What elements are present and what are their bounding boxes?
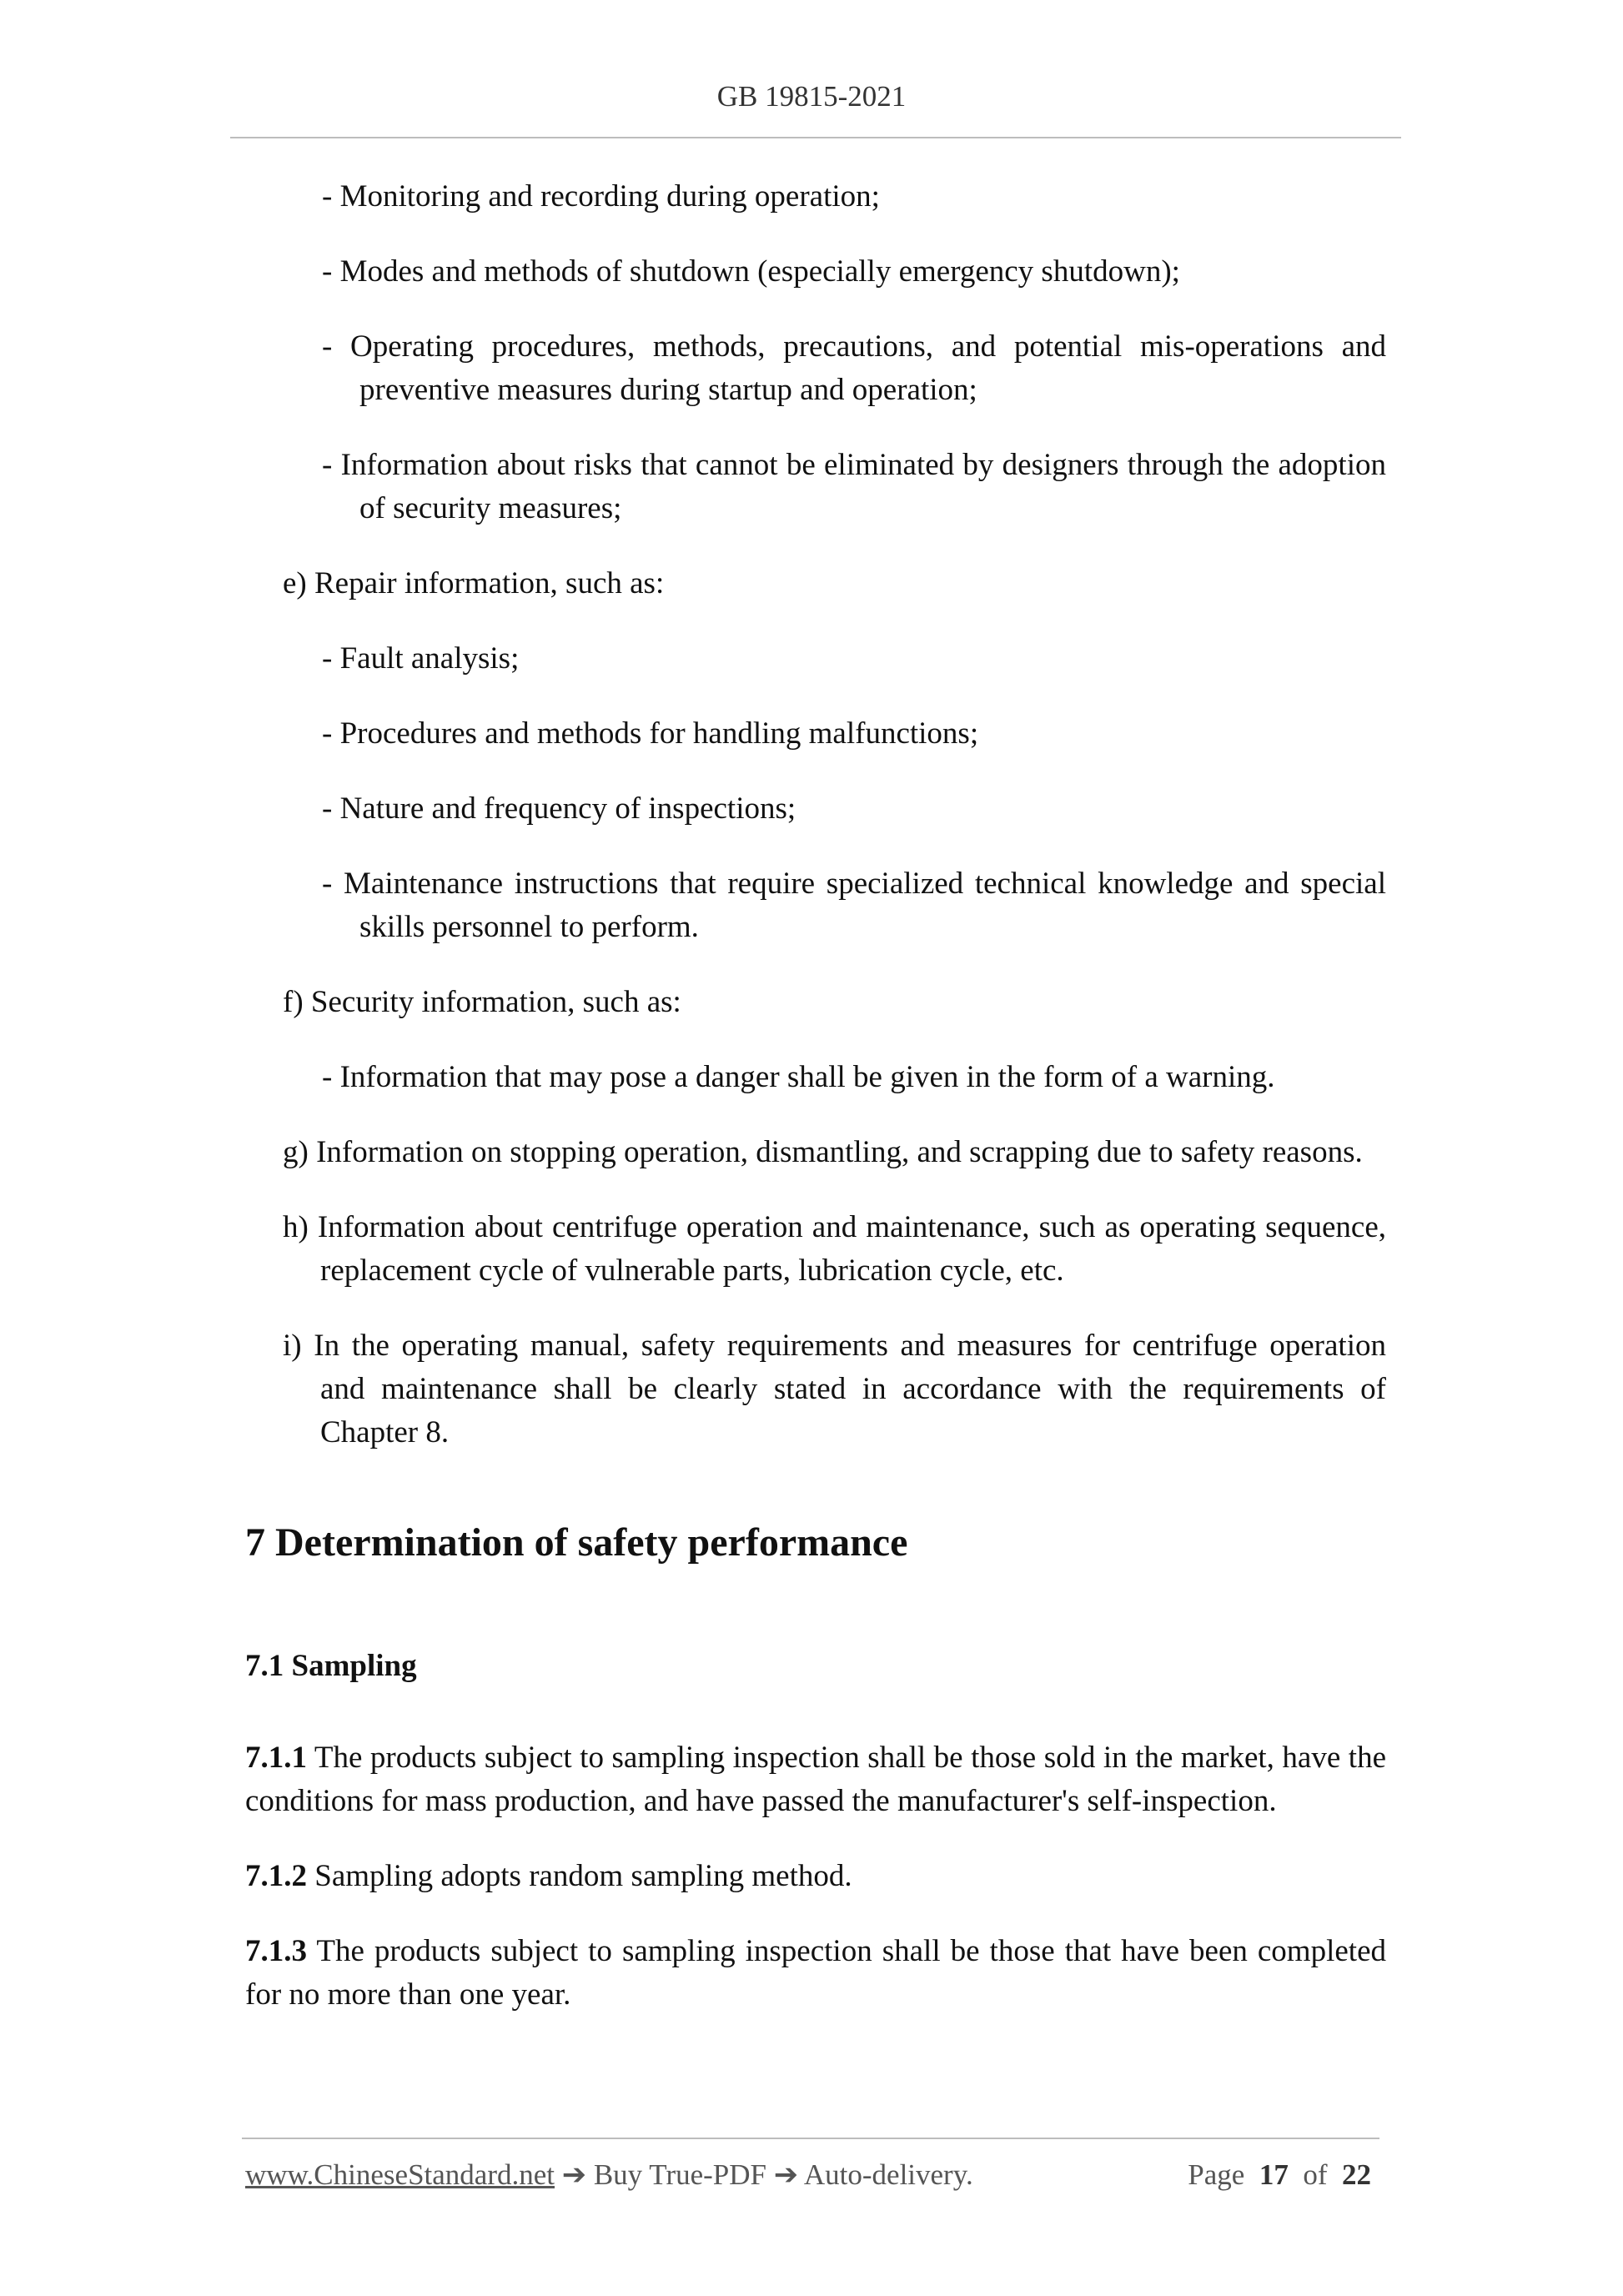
footer-promo [245,2158,973,2192]
section-heading: 7 Determination of safety performance [245,1520,908,1565]
page-header: GB 19815-2021 [716,80,907,113]
list-bullet: - Information about risks that cannot be eliminated by designers through the adoption of security measures; [322,448,1386,525]
document-body [245,175,1386,2048]
list-item-i: i) In the operating manual, safety requirements and measures for centrifuge operation and maintenance shall be clearly stated in accordance with the requirements of Chapter 8. [283,1329,1386,1449]
page-of: of [1303,2158,1328,2191]
clause-number: 7.1.2 [245,1859,307,1893]
clause-number: 7.1.3 [245,1934,307,1968]
clause-text: The products subject to sampling inspection shall be those that have been completed for no more than one year. [245,1934,1386,2012]
page-label: Page [1188,2158,1245,2191]
list-bullet: - Maintenance instructions that require specialized technical knowledge and special skills personnel to perform. [322,867,1386,944]
page-total: 22 [1342,2158,1371,2191]
list-bullet: - Procedures and methods for handling malfunctions; [322,716,979,751]
list-item-g: g) Information on stopping operation, dismantling, and scrapping due to safety reasons. [283,1135,1363,1169]
clause-7-1-2 [245,1855,1386,1898]
clause-7-1-3 [245,1930,1386,2017]
website-link[interactable]: www.ChineseStandard.net [245,2158,555,2191]
list-item-h: h) Information about centrifuge operation and maintenance, such as operating sequence, replacement cycle of vulnerable parts, lubrication cycle, etc. [283,1210,1386,1288]
list-item-f: f) Security information, such as: [283,985,681,1019]
subsection-heading: 7.1 Sampling [245,1649,417,1683]
clause-text: The products subject to sampling inspection shall be those sold in the market, have the conditions for mass production, and have passed the manufacturer's self-inspection. [245,1741,1386,1818]
list-item-e: e) Repair information, such as: [283,566,665,600]
header-divider [230,137,1401,138]
page-current: 17 [1259,2158,1289,2191]
list-bullet: - Information that may pose a danger shall be given in the form of a warning. [322,1060,1275,1094]
list-bullet: - Operating procedures, methods, precautions, and potential mis-operations and preventive measures during startup and operation; [322,329,1386,407]
list-bullet: - Fault analysis; [322,641,520,676]
page-number [1188,2158,1371,2192]
clause-number: 7.1.1 [245,1741,307,1775]
promo-text: ➔ Buy True-PDF ➔ Auto-delivery. [555,2158,973,2191]
list-bullet: - Modes and methods of shutdown (especially emergency shutdown); [322,254,1180,289]
clause-text: Sampling adopts random sampling method. [307,1859,852,1893]
clause-7-1-1 [245,1736,1386,1823]
list-bullet: - Monitoring and recording during operation; [322,179,880,214]
footer-divider [242,2138,1379,2139]
list-bullet: - Nature and frequency of inspections; [322,791,796,826]
